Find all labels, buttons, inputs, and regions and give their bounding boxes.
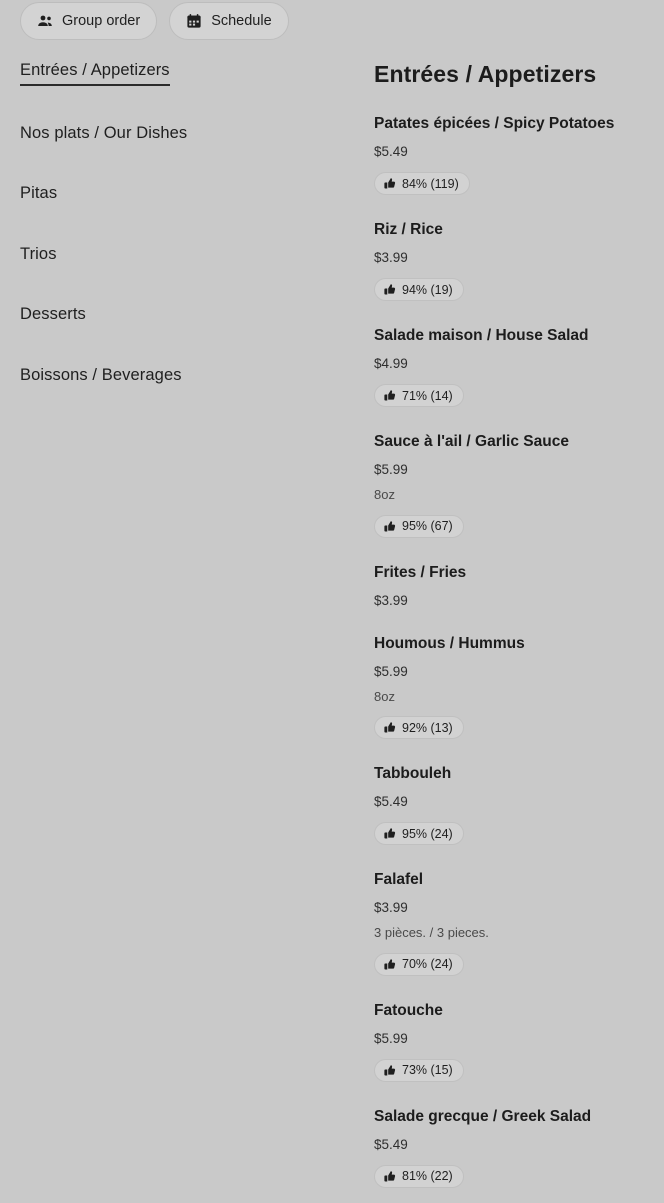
menu-section (374, 62, 644, 1203)
menu-item-name: Fatouche (374, 1002, 443, 1020)
group-people-icon (37, 13, 53, 29)
thumbs-up-icon (383, 827, 396, 840)
sidebar-item-boissons[interactable]: Boissons / Beverages (20, 365, 182, 384)
thumbs-up-icon (383, 1064, 396, 1077)
menu-item[interactable] (374, 871, 644, 976)
menu-item-price: $4.99 (374, 356, 408, 372)
menu-item[interactable] (374, 115, 644, 195)
menu-item-price: $3.99 (374, 592, 408, 608)
thumbs-up-icon (383, 1170, 396, 1183)
menu-item-price: $5.99 (374, 462, 408, 478)
rating-text: 94% (19) (402, 282, 453, 297)
rating-text: 92% (13) (402, 720, 453, 735)
menu-item-name: Salade grecque / Greek Salad (374, 1108, 592, 1126)
sidebar-item-row (20, 62, 320, 125)
thumbs-up-icon (383, 389, 396, 402)
menu-item-price: $5.49 (374, 794, 408, 810)
rating-badge (374, 822, 464, 845)
menu-item-description: 8oz (374, 487, 395, 503)
menu-item-description: 8oz (374, 688, 395, 704)
thumbs-up-icon (383, 958, 396, 971)
menu-item[interactable] (374, 1108, 644, 1188)
menu-item[interactable] (374, 221, 644, 301)
thumbs-up-icon (383, 721, 396, 734)
rating-text: 95% (67) (402, 519, 453, 534)
menu-item[interactable] (374, 765, 644, 845)
rating-text: 81% (22) (402, 1169, 453, 1184)
menu-item[interactable] (374, 327, 644, 407)
sidebar-item-row (20, 125, 320, 186)
menu-item-price: $5.99 (374, 1030, 408, 1046)
schedule-button[interactable] (169, 2, 288, 40)
menu-item-name: Frites / Fries (374, 563, 467, 581)
menu-item-name: Riz / Rice (374, 221, 443, 239)
rating-badge (374, 515, 464, 538)
rating-text: 71% (14) (402, 388, 453, 403)
menu-item-price: $5.49 (374, 144, 408, 160)
sidebar-item-pitas[interactable]: Pitas (20, 184, 58, 202)
group-order-label: Group order (62, 13, 141, 29)
thumbs-up-icon (383, 520, 396, 533)
menu-item-price: $5.49 (374, 1136, 408, 1152)
menu-item-price: $3.99 (374, 250, 408, 266)
menu-item-name: Salade maison / House Salad (374, 327, 589, 345)
schedule-label: Schedule (211, 13, 272, 29)
rating-text: 73% (15) (402, 1063, 453, 1078)
rating-badge (374, 1165, 464, 1188)
sidebar-item-row (20, 185, 320, 246)
rating-badge (374, 953, 464, 976)
sidebar-item-row (20, 306, 320, 367)
sidebar-item-nos-plats[interactable]: Nos plats / Our Dishes (20, 123, 188, 142)
sidebar-item-entrees[interactable]: Entrées / Appetizers (20, 62, 170, 86)
menu-item[interactable] (374, 433, 644, 538)
sidebar-item-row (20, 367, 320, 428)
rating-text: 95% (24) (402, 826, 453, 841)
menu-item-name: Sauce à l'ail / Garlic Sauce (374, 433, 569, 451)
menu-item-price: $3.99 (374, 900, 408, 916)
page-title: Entrées / Appetizers (374, 61, 597, 87)
menu-item-name: Houmous / Hummus (374, 634, 525, 652)
menu-item-price: $5.99 (374, 663, 408, 679)
rating-badge (374, 384, 464, 407)
menu-item-name: Tabbouleh (374, 765, 452, 783)
calendar-icon (186, 13, 202, 29)
menu-item-name: Patates épicées / Spicy Potatoes (374, 115, 615, 133)
rating-badge (374, 172, 470, 195)
group-order-button[interactable] (20, 2, 157, 40)
rating-text: 84% (119) (402, 176, 459, 191)
menu-item[interactable] (374, 564, 644, 609)
rating-badge (374, 716, 464, 739)
menu-item-description: 3 pièces. / 3 pieces. (374, 925, 489, 941)
category-sidebar (20, 62, 320, 427)
menu-item-name: Falafel (374, 871, 424, 889)
sidebar-item-trios[interactable]: Trios (20, 244, 57, 263)
top-action-bar (20, 2, 289, 40)
menu-item[interactable] (374, 635, 644, 740)
rating-badge (374, 1059, 464, 1082)
sidebar-item-desserts[interactable]: Desserts (20, 305, 86, 323)
thumbs-up-icon (383, 283, 396, 296)
rating-badge (374, 278, 464, 301)
menu-item[interactable] (374, 1002, 644, 1082)
thumbs-up-icon (383, 177, 396, 190)
rating-text: 70% (24) (402, 957, 453, 972)
sidebar-item-row (20, 246, 320, 307)
